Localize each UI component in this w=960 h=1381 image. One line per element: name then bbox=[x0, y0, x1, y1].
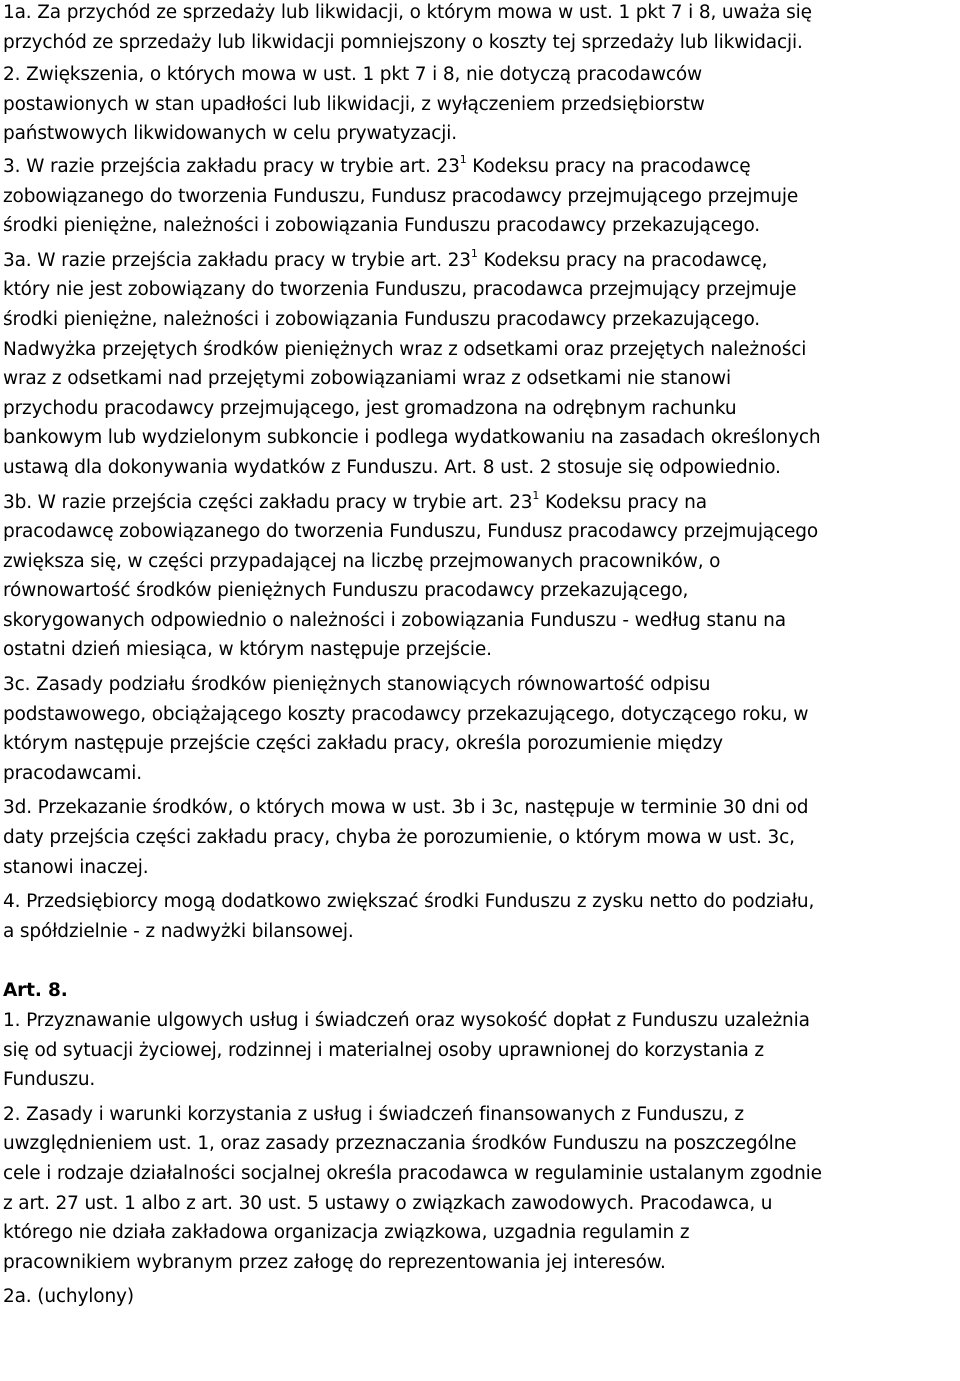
text-segment: 3a. W razie przejścia zakładu pracy w trybie art. 23 bbox=[3, 249, 471, 271]
article-8-paragraph-1 bbox=[3, 1006, 958, 1095]
text-line: stanowi inaczej. bbox=[3, 856, 149, 878]
article-8-paragraph-2a: 2a. (uchylony) bbox=[3, 1286, 134, 1308]
text-line: państwowych likwidowanych w celu prywatyzacji. bbox=[3, 123, 458, 145]
paragraph-3d bbox=[3, 793, 958, 882]
text-segment: Kodeksu pracy na pracodawcę, bbox=[477, 249, 768, 271]
text-line bbox=[3, 152, 958, 182]
text-line: 2. Zwiększenia, o których mowa w ust. 1 pkt 7 i 8, nie dotyczą pracodawców bbox=[3, 64, 703, 86]
text-line: zwiększa się, w części przypadającej na liczbę przejmowanych pracowników, o bbox=[3, 550, 721, 572]
superscript: 1 bbox=[532, 488, 540, 502]
superscript: 1 bbox=[459, 152, 467, 166]
text-line: wraz z odsetkami nad przejętymi zobowiązaniami wraz z odsetkami nie stanowi bbox=[3, 368, 732, 390]
text-line: skorygowanych odpowiednio o należności i zobowiązania Funduszu - według stanu na bbox=[3, 609, 786, 631]
text-line: przychodu pracodawcy przejmującego, jest gromadzona na odrębnym rachunku bbox=[3, 397, 737, 419]
text-line: środki pieniężne, należności i zobowiązania Funduszu pracodawcy przekazującego. bbox=[3, 215, 761, 237]
text-segment: 3. W razie przejścia zakładu pracy w trybie art. 23 bbox=[3, 155, 460, 177]
text-line: pracodawcami. bbox=[3, 762, 142, 784]
paragraph-3a bbox=[3, 246, 958, 483]
text-segment: Kodeksu pracy na pracodawcę bbox=[466, 155, 751, 177]
article-8-paragraph-2 bbox=[3, 1100, 958, 1278]
text-line: 1a. Za przychód ze sprzedaży lub likwidacji, o którym mowa w ust. 1 pkt 7 i 8, uważa się bbox=[3, 2, 812, 23]
text-line: Nadwyżka przejętych środków pieniężnych wraz z odsetkami oraz przejętych należności bbox=[3, 338, 807, 360]
text-line: Funduszu. bbox=[3, 1069, 96, 1091]
paragraph-3 bbox=[3, 152, 958, 241]
superscript: 1 bbox=[470, 246, 478, 260]
paragraph-3c bbox=[3, 670, 958, 788]
text-line: cele i rodzaje działalności socjalnej określa pracodawca w regulaminie ustalanym zgodnie bbox=[3, 1162, 822, 1184]
text-line: 4. Przedsiębiorcy mogą dodatkowo zwiększać środki Funduszu z zysku netto do podziału, bbox=[3, 891, 815, 913]
paragraph-3b bbox=[3, 488, 958, 666]
text-segment: 3b. W razie przejścia części zakładu pracy w trybie art. 23 bbox=[3, 491, 533, 513]
paragraph-2 bbox=[3, 60, 958, 149]
text-line: 1. Przyznawanie ulgowych usług i świadczeń oraz wysokość dopłat z Funduszu uzależnia bbox=[3, 1010, 810, 1031]
text-line: pracodawcę zobowiązanego do tworzenia Funduszu, Fundusz pracodawcy przejmującego bbox=[3, 521, 819, 543]
text-line: przychód ze sprzedaży lub likwidacji pomniejszony o koszty tej sprzedaży lub likwidacji. bbox=[3, 31, 803, 53]
article-heading: Art. 8. bbox=[3, 980, 68, 1002]
text-line: ostatni dzień miesiąca, w którym następuje przejście. bbox=[3, 639, 492, 661]
text-line bbox=[3, 246, 958, 276]
text-line: środki pieniężne, należności i zobowiązania Funduszu pracodawcy przekazującego. bbox=[3, 308, 761, 330]
text-line: a spółdzielnie - z nadwyżki bilansowej. bbox=[3, 920, 354, 942]
text-line: ustawą dla dokonywania wydatków z Funduszu. Art. 8 ust. 2 stosuje się odpowiednio. bbox=[3, 456, 781, 478]
text-line: pracownikiem wybranym przez załogę do reprezentowania jej interesów. bbox=[3, 1251, 666, 1273]
text-line: którym następuje przejście części zakładu pracy, określa porozumienie między bbox=[3, 733, 723, 755]
text-line: postawionych w stan upadłości lub likwidacji, z wyłączeniem przedsiębiorstw bbox=[3, 93, 705, 115]
text-line: zobowiązanego do tworzenia Funduszu, Fundusz pracodawcy przejmującego przejmuje bbox=[3, 185, 799, 207]
text-line: się od sytuacji życiowej, rodzinnej i materialnej osoby uprawnionej do korzystania z bbox=[3, 1039, 764, 1061]
text-line: 3c. Zasady podziału środków pieniężnych stanowiących równowartość odpisu bbox=[3, 674, 711, 696]
text-line: bankowym lub wydzielonym subkoncie i podlega wydatkowaniu na zasadach określonych bbox=[3, 427, 821, 449]
text-line: uwzględnieniem ust. 1, oraz zasady przeznaczania środków Funduszu na poszczególne bbox=[3, 1133, 797, 1155]
text-line: z art. 27 ust. 1 albo z art. 30 ust. 5 ustawy o związkach zawodowych. Pracodawca, u bbox=[3, 1192, 773, 1214]
text-line: podstawowego, obciążającego koszty pracodawcy przekazującego, dotyczącego roku, w bbox=[3, 703, 809, 725]
text-line bbox=[3, 488, 958, 518]
text-line: równowartość środków pieniężnych Funduszu pracodawcy przekazującego, bbox=[3, 580, 689, 602]
text-line: który nie jest zobowiązany do tworzenia Funduszu, pracodawca przejmujący przejmuje bbox=[3, 279, 797, 301]
text-line: którego nie działa zakładowa organizacja związkowa, uzgadnia regulamin z bbox=[3, 1222, 690, 1244]
paragraph-1a bbox=[3, 0, 958, 57]
document-page bbox=[3, 0, 958, 1312]
text-line: 3d. Przekazanie środków, o których mowa w ust. 3b i 3c, następuje w terminie 30 dni od bbox=[3, 797, 809, 819]
paragraph-4 bbox=[3, 887, 958, 946]
text-line: daty przejścia części zakładu pracy, chyba że porozumienie, o którym mowa w ust. 3c, bbox=[3, 827, 795, 849]
text-segment: Kodeksu pracy na bbox=[539, 491, 707, 513]
text-line: 2. Zasady i warunki korzystania z usług i świadczeń finansowanych z Funduszu, z bbox=[3, 1103, 744, 1125]
